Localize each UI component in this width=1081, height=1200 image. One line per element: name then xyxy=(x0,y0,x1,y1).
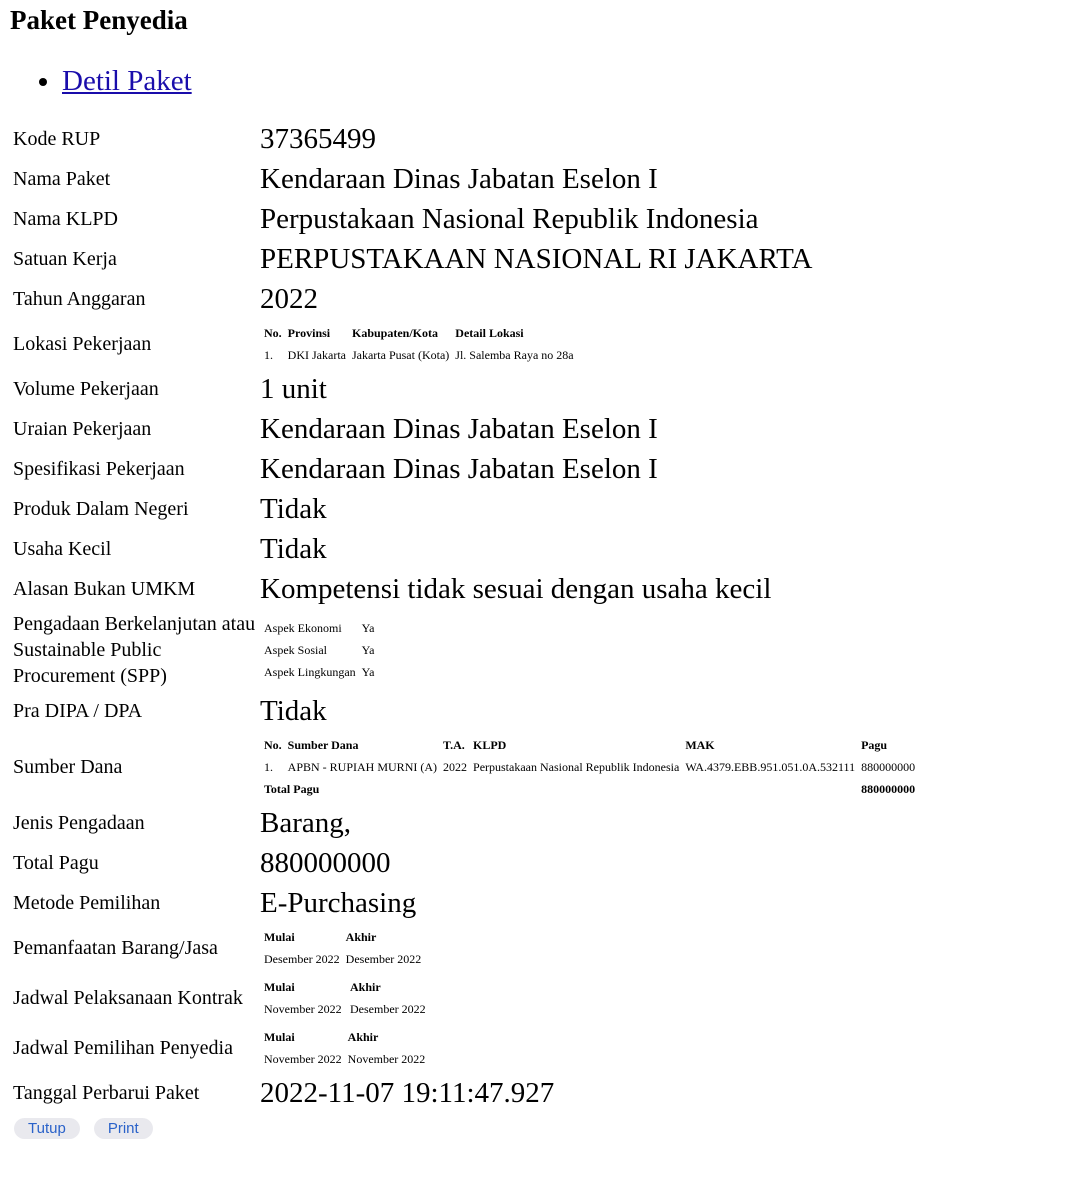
field-label: Pra DIPA / DPA xyxy=(13,700,143,722)
table-row xyxy=(262,640,376,660)
pemilihan-table xyxy=(260,1025,429,1071)
table-row xyxy=(262,1049,427,1069)
field-value: 2022-11-07 19:11:47.927 xyxy=(260,1077,555,1109)
row-spp xyxy=(12,610,920,690)
table-cell: Desember 2022 xyxy=(264,952,340,966)
field-label: Volume Pekerjaan xyxy=(13,378,159,400)
field-value xyxy=(259,320,920,368)
table-row xyxy=(262,662,376,682)
field-value: Tidak xyxy=(260,493,327,525)
table-cell: Aspek Sosial xyxy=(264,643,327,657)
field-label: Pemanfaatan Barang/Jasa xyxy=(13,937,218,959)
row-alasan xyxy=(12,570,920,608)
table-cell: Desember 2022 xyxy=(345,952,422,966)
table-header: Mulai xyxy=(264,930,295,944)
field-value: Tidak xyxy=(260,533,327,565)
row-tahun-anggaran xyxy=(12,280,920,318)
pemanfaatan-table xyxy=(260,925,425,971)
field-value: Perpustakaan Nasional Republik Indonesia xyxy=(260,203,759,235)
table-header: Mulai xyxy=(264,980,295,994)
row-metode xyxy=(12,884,920,922)
field-value: Kendaraan Dinas Jabatan Eselon I xyxy=(260,413,658,445)
row-sumber-dana xyxy=(12,732,920,802)
row-total-pagu xyxy=(12,844,920,882)
table-cell: November 2022 xyxy=(264,1052,342,1066)
field-value: 880000000 xyxy=(260,847,391,879)
table-header: Akhir xyxy=(347,1030,379,1044)
field-label: Uraian Pekerjaan xyxy=(13,418,152,440)
sumber-dana-table xyxy=(260,733,919,801)
table-header: KLPD xyxy=(473,738,507,752)
field-value: Barang, xyxy=(260,807,351,839)
print-button[interactable]: Print xyxy=(94,1118,153,1139)
row-kode-rup xyxy=(12,120,920,158)
field-label: Usaha Kecil xyxy=(13,538,112,560)
table-cell: 880000000 xyxy=(861,760,916,774)
table-header: T.A. xyxy=(443,738,465,752)
pelaksanaan-table xyxy=(260,975,430,1021)
table-cell: Ya xyxy=(361,643,375,657)
total-pagu-value: 880000000 xyxy=(861,782,916,796)
table-cell: November 2022 xyxy=(347,1052,426,1066)
row-volume xyxy=(12,370,920,408)
field-value: Tidak xyxy=(260,695,327,727)
row-pemanfaatan xyxy=(12,924,920,972)
table-cell: 2022 xyxy=(443,760,468,774)
table-cell: Desember 2022 xyxy=(350,1002,426,1016)
field-value: 1 unit xyxy=(260,373,327,405)
row-pemilihan xyxy=(12,1024,920,1072)
field-label: Nama KLPD xyxy=(13,208,118,230)
field-label: Kode RUP xyxy=(13,128,101,150)
field-label: Sumber Dana xyxy=(13,756,123,778)
table-cell: 1. xyxy=(264,348,273,362)
nav-item xyxy=(62,64,1081,98)
table-row xyxy=(262,757,917,777)
table-row xyxy=(262,618,376,638)
field-value: 37365499 xyxy=(260,123,376,155)
table-cell: Perpustakaan Nasional Republik Indonesia xyxy=(473,760,680,774)
field-value: Kendaraan Dinas Jabatan Eselon I xyxy=(260,163,658,195)
detail-table xyxy=(10,118,922,1114)
row-lokasi xyxy=(12,320,920,368)
page-title: Paket Penyedia xyxy=(10,5,188,35)
table-cell: Jl. Salemba Raya no 28a xyxy=(455,348,574,362)
table-cell: Aspek Lingkungan xyxy=(264,665,356,679)
detil-paket-link[interactable]: Detil Paket xyxy=(62,65,192,97)
table-row xyxy=(262,949,423,969)
table-cell: Ya xyxy=(361,665,375,679)
field-label: Spesifikasi Pekerjaan xyxy=(13,458,185,480)
row-spesifikasi xyxy=(12,450,920,488)
field-label: Metode Pemilihan xyxy=(13,892,161,914)
table-header: No. xyxy=(264,738,282,752)
table-cell: APBN - RUPIAH MURNI (A) xyxy=(287,760,438,774)
field-label: Nama Paket xyxy=(13,168,111,190)
row-jenis xyxy=(12,804,920,842)
row-pra-dipa xyxy=(12,692,920,730)
table-row xyxy=(262,345,576,365)
table-header: Pagu xyxy=(861,738,888,752)
row-nama-paket xyxy=(12,160,920,198)
field-value xyxy=(259,974,920,1022)
table-cell: November 2022 xyxy=(264,1002,342,1016)
row-uraian xyxy=(12,410,920,448)
field-value xyxy=(259,1024,920,1072)
total-row xyxy=(262,779,917,799)
table-cell: Ya xyxy=(361,621,375,635)
tutup-button[interactable]: Tutup xyxy=(14,1118,80,1139)
table-cell: WA.4379.EBB.951.051.0A.532111 xyxy=(685,760,856,774)
field-value: Kompetensi tidak sesuai dengan usaha kecil xyxy=(260,573,772,605)
row-pelaksanaan xyxy=(12,974,920,1022)
table-header: Mulai xyxy=(264,1030,295,1044)
row-pdn xyxy=(12,490,920,528)
field-label: Jadwal Pelaksanaan Kontrak xyxy=(13,987,243,1009)
table-header: No. xyxy=(264,326,282,340)
table-header: Akhir xyxy=(345,930,377,944)
field-label: Jadwal Pemilihan Penyedia xyxy=(13,1037,233,1059)
table-header: Sumber Dana xyxy=(287,738,359,752)
field-label: Lokasi Pekerjaan xyxy=(13,333,152,355)
table-row xyxy=(262,999,428,1019)
table-header: Provinsi xyxy=(287,326,331,340)
row-nama-klpd xyxy=(12,200,920,238)
field-label: Total Pagu xyxy=(13,852,99,874)
nav-list xyxy=(10,64,1081,98)
field-value xyxy=(259,732,920,802)
table-header: Detail Lokasi xyxy=(455,326,524,340)
field-label: Jenis Pengadaan xyxy=(13,812,145,834)
field-value: PERPUSTAKAAN NASIONAL RI JAKARTA xyxy=(260,243,813,275)
table-header: Akhir xyxy=(350,980,381,994)
field-label: Tanggal Perbarui Paket xyxy=(13,1082,200,1104)
lokasi-table xyxy=(260,321,578,367)
row-satuan-kerja xyxy=(12,240,920,278)
field-value: 2022 xyxy=(260,283,318,315)
button-bar xyxy=(10,1118,1081,1139)
field-label: Pengadaan Berkelanjutan atau Sustainable Public Procurement (SPP) xyxy=(13,613,256,687)
table-header: Kabupaten/Kota xyxy=(351,326,438,340)
row-tanggal xyxy=(12,1074,920,1112)
table-header: MAK xyxy=(685,738,715,752)
field-value xyxy=(259,610,920,690)
field-label: Alasan Bukan UMKM xyxy=(13,578,196,600)
field-label: Tahun Anggaran xyxy=(13,288,146,310)
table-cell: 1. xyxy=(264,760,273,774)
field-value xyxy=(259,924,920,972)
row-usaha-kecil xyxy=(12,530,920,568)
field-label: Produk Dalam Negeri xyxy=(13,498,189,520)
total-pagu-label: Total Pagu xyxy=(264,782,320,796)
spp-table xyxy=(260,616,378,684)
field-label: Satuan Kerja xyxy=(13,248,117,270)
table-cell: Jakarta Pusat (Kota) xyxy=(351,348,450,362)
field-value: E-Purchasing xyxy=(260,887,417,919)
field-value: Kendaraan Dinas Jabatan Eselon I xyxy=(260,453,658,485)
table-cell: Aspek Ekonomi xyxy=(264,621,342,635)
table-cell: DKI Jakarta xyxy=(287,348,346,362)
